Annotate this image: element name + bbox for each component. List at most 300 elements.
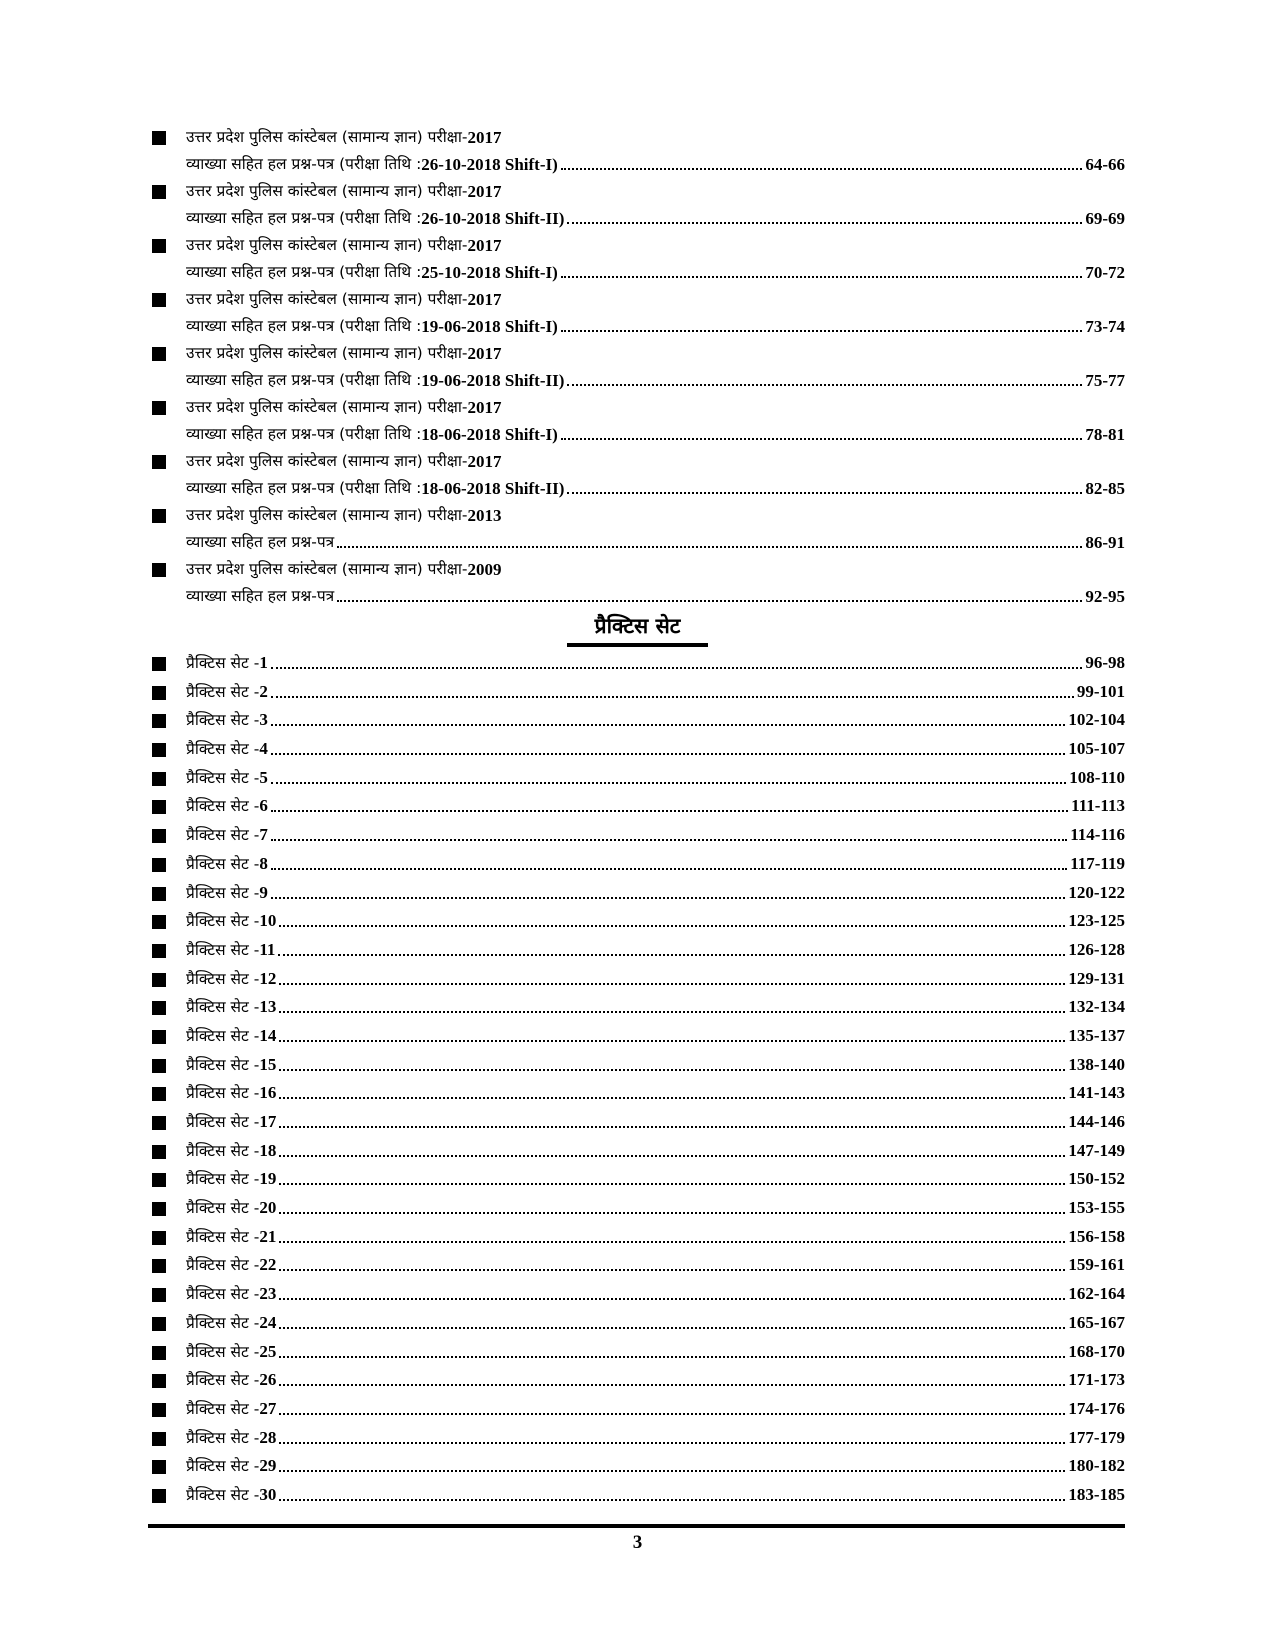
practice-set-entry[interactable] bbox=[150, 1366, 1125, 1395]
practice-set-label: प्रैक्टिस सेट - bbox=[186, 940, 260, 959]
practice-set-line bbox=[186, 764, 1125, 792]
practice-set-pages[interactable]: 105-107 bbox=[1068, 739, 1125, 759]
practice-set-number: 13 bbox=[259, 997, 277, 1017]
entry-subtitle-line bbox=[186, 151, 1125, 178]
square-bullet-icon bbox=[152, 1460, 166, 1474]
entry-pages[interactable]: 70-72 bbox=[1085, 263, 1125, 282]
entry-subtitle-line bbox=[186, 421, 1125, 448]
square-bullet-icon bbox=[152, 1173, 166, 1187]
practice-set-entry[interactable] bbox=[150, 764, 1125, 793]
practice-set-entry[interactable] bbox=[150, 1194, 1125, 1223]
entry-subtitle-line bbox=[186, 475, 1125, 502]
practice-set-label: प्रैक्टिस सेट - bbox=[186, 1485, 260, 1504]
practice-set-number: 11 bbox=[259, 939, 276, 959]
entry-date: 26-10-2018 Shift-I) bbox=[421, 155, 558, 174]
entry-year: 2017 bbox=[467, 290, 502, 309]
practice-set-pages[interactable]: 141-143 bbox=[1068, 1083, 1125, 1103]
toc-entry[interactable] bbox=[150, 178, 1125, 232]
footer-rule bbox=[148, 1524, 1125, 1528]
dot-leader bbox=[279, 1194, 1065, 1222]
entry-year: 2009 bbox=[467, 560, 502, 579]
practice-set-entry[interactable] bbox=[150, 678, 1125, 707]
dot-leader bbox=[279, 1079, 1065, 1107]
practice-set-label: प्रैक्टिस सेट - bbox=[186, 1256, 260, 1275]
practice-set-pages[interactable]: 144-146 bbox=[1068, 1112, 1125, 1131]
square-bullet-icon bbox=[152, 1001, 166, 1015]
entry-subtitle: व्याख्या सहित हल प्रश्न-पत्र (परीक्षा तिथि : bbox=[186, 263, 422, 281]
square-bullet-icon bbox=[152, 1346, 166, 1360]
entry-subtitle: व्याख्या सहित हल प्रश्न-पत्र (परीक्षा तिथि : bbox=[186, 155, 422, 173]
square-bullet-icon bbox=[152, 185, 166, 199]
square-bullet-icon bbox=[152, 1231, 166, 1245]
practice-heading-text: प्रैक्टिस सेट bbox=[567, 612, 709, 647]
practice-set-line bbox=[186, 965, 1125, 993]
entry-title: उत्तर प्रदेश पुलिस कांस्टेबल (सामान्य ज्ञान) परीक्षा- bbox=[186, 236, 468, 254]
practice-set-entry[interactable] bbox=[150, 1051, 1125, 1080]
dot-leader bbox=[279, 1223, 1065, 1251]
practice-set-number: 10 bbox=[259, 911, 277, 931]
practice-set-line bbox=[186, 1022, 1125, 1050]
dot-leader bbox=[271, 706, 1066, 734]
practice-set-line bbox=[186, 792, 1125, 820]
square-bullet-icon bbox=[152, 772, 166, 786]
practice-set-entry[interactable] bbox=[150, 879, 1125, 908]
practice-set-label: प्रैक्टिस सेट - bbox=[186, 1457, 260, 1476]
practice-set-label: प्रैक्टिस सेट - bbox=[186, 854, 260, 873]
practice-set-number: 22 bbox=[259, 1255, 277, 1275]
entry-title-line bbox=[186, 232, 1125, 259]
practice-set-line bbox=[186, 1452, 1125, 1480]
practice-set-pages[interactable]: 111-113 bbox=[1071, 796, 1125, 816]
practice-set-label: प्रैक्टिस सेट - bbox=[186, 1141, 260, 1160]
practice-set-entry[interactable] bbox=[150, 821, 1125, 850]
practice-set-number: 18 bbox=[259, 1140, 277, 1160]
practice-set-pages[interactable]: 138-140 bbox=[1068, 1054, 1125, 1074]
entry-pages[interactable]: 86-91 bbox=[1085, 533, 1125, 552]
square-bullet-icon bbox=[152, 915, 166, 929]
dot-leader bbox=[279, 1481, 1065, 1509]
dot-leader bbox=[561, 151, 1083, 178]
practice-set-label: प्रैक्टिस सेट - bbox=[186, 1026, 260, 1045]
practice-set-line bbox=[186, 1051, 1125, 1079]
practice-set-line bbox=[186, 706, 1125, 734]
dot-leader bbox=[567, 205, 1082, 232]
practice-set-label: प्रैक्टिस सेट - bbox=[186, 768, 260, 787]
toc-entry[interactable] bbox=[150, 448, 1125, 502]
practice-set-entry[interactable] bbox=[150, 1137, 1125, 1166]
practice-set-line bbox=[186, 1338, 1125, 1366]
practice-set-entry[interactable] bbox=[150, 907, 1125, 936]
toc-entry[interactable] bbox=[150, 124, 1125, 178]
practice-set-label: प्रैक्टिस सेट - bbox=[186, 1055, 260, 1074]
practice-set-line bbox=[186, 850, 1125, 878]
square-bullet-icon bbox=[152, 1116, 166, 1130]
entry-subtitle: व्याख्या सहित हल प्रश्न-पत्र (परीक्षा तिथि : bbox=[186, 425, 422, 443]
practice-set-number: 9 bbox=[259, 882, 268, 902]
practice-set-line bbox=[186, 1194, 1125, 1222]
practice-set-pages[interactable]: 129-131 bbox=[1068, 968, 1125, 988]
square-bullet-icon bbox=[152, 347, 166, 361]
entry-subtitle: व्याख्या सहित हल प्रश्न-पत्र bbox=[186, 587, 335, 605]
entry-title-line bbox=[186, 178, 1125, 205]
dot-leader bbox=[271, 735, 1066, 763]
practice-set-number: 25 bbox=[259, 1341, 277, 1361]
practice-set-line bbox=[186, 1137, 1125, 1165]
practice-set-label: प्रैक्टिस सेट - bbox=[186, 711, 260, 730]
entry-pages[interactable]: 78-81 bbox=[1085, 425, 1125, 444]
practice-set-pages[interactable]: 156-158 bbox=[1068, 1226, 1125, 1246]
practice-set-number: 8 bbox=[259, 853, 268, 873]
entry-subtitle-line bbox=[186, 367, 1125, 394]
dot-leader bbox=[561, 313, 1083, 340]
dot-leader bbox=[567, 367, 1082, 394]
practice-set-label: प्रैक्टिस सेट - bbox=[186, 883, 260, 902]
practice-set-line bbox=[186, 1251, 1125, 1279]
practice-set-label: प्रैक्टिस सेट - bbox=[186, 1084, 260, 1103]
dot-leader bbox=[279, 1309, 1065, 1337]
practice-set-number: 24 bbox=[259, 1312, 277, 1332]
entry-year: 2017 bbox=[467, 398, 502, 417]
square-bullet-icon bbox=[152, 401, 166, 415]
practice-set-number: 16 bbox=[259, 1083, 277, 1103]
practice-set-entry[interactable] bbox=[150, 792, 1125, 821]
practice-set-label: प्रैक्टिस सेट - bbox=[186, 1113, 260, 1131]
entry-title: उत्तर प्रदेश पुलिस कांस्टेबल (सामान्य ज्ञान) परीक्षा- bbox=[186, 128, 468, 146]
entry-year: 2017 bbox=[467, 128, 502, 147]
dot-leader bbox=[271, 879, 1066, 907]
practice-set-number: 23 bbox=[259, 1284, 277, 1304]
practice-set-entry[interactable] bbox=[150, 1280, 1125, 1309]
practice-set-number: 3 bbox=[259, 710, 268, 730]
square-bullet-icon bbox=[152, 1317, 166, 1331]
entry-subtitle-line bbox=[186, 583, 1125, 610]
entry-pages[interactable]: 73-74 bbox=[1085, 317, 1125, 336]
dot-leader bbox=[279, 1424, 1065, 1452]
practice-set-label: प्रैक्टिस सेट - bbox=[186, 1170, 260, 1189]
dot-leader bbox=[279, 1137, 1065, 1165]
practice-set-pages[interactable]: 126-128 bbox=[1068, 939, 1125, 959]
practice-set-number: 2 bbox=[259, 681, 268, 701]
practice-set-label: प्रैक्टिस सेट - bbox=[186, 654, 260, 672]
practice-set-pages[interactable]: 132-134 bbox=[1068, 997, 1125, 1017]
practice-set-line bbox=[186, 1366, 1125, 1394]
practice-set-entry[interactable] bbox=[150, 706, 1125, 735]
entry-year: 2017 bbox=[467, 182, 502, 201]
practice-set-number: 20 bbox=[259, 1198, 277, 1218]
dot-leader bbox=[279, 907, 1065, 935]
entry-subtitle: व्याख्या सहित हल प्रश्न-पत्र bbox=[186, 533, 335, 551]
practice-set-line bbox=[186, 1079, 1125, 1107]
square-bullet-icon bbox=[152, 1403, 166, 1417]
practice-set-number: 21 bbox=[259, 1226, 277, 1246]
entry-title-line bbox=[186, 556, 1125, 583]
dot-leader bbox=[279, 1251, 1065, 1279]
practice-set-label: प्रैक्टिस सेट - bbox=[186, 1199, 260, 1218]
practice-set-entry[interactable] bbox=[150, 850, 1125, 879]
entry-title: उत्तर प्रदेश पुलिस कांस्टेबल (सामान्य ज्ञान) परीक्षा- bbox=[186, 560, 468, 578]
entry-date: 19-06-2018 Shift-II) bbox=[421, 371, 565, 390]
dot-leader bbox=[278, 936, 1065, 964]
practice-set-pages[interactable]: 108-110 bbox=[1069, 767, 1125, 787]
dot-leader bbox=[279, 1108, 1065, 1136]
practice-set-entry[interactable] bbox=[150, 1022, 1125, 1051]
toc-entry[interactable] bbox=[150, 556, 1125, 610]
practice-set-pages[interactable]: 114-116 bbox=[1070, 825, 1125, 845]
practice-set-entry[interactable] bbox=[150, 1251, 1125, 1280]
practice-set-label: प्रैक्टिस सेट - bbox=[186, 682, 260, 701]
dot-leader bbox=[279, 1022, 1065, 1050]
practice-set-entry[interactable] bbox=[150, 649, 1125, 678]
entry-title: उत्तर प्रदेश पुलिस कांस्टेबल (सामान्य ज्ञान) परीक्षा- bbox=[186, 290, 468, 308]
entry-title: उत्तर प्रदेश पुलिस कांस्टेबल (सामान्य ज्ञान) परीक्षा- bbox=[186, 398, 468, 416]
dot-leader bbox=[279, 1366, 1065, 1394]
practice-set-entry[interactable] bbox=[150, 1424, 1125, 1453]
entry-subtitle-line bbox=[186, 205, 1125, 232]
practice-set-pages[interactable]: 135-137 bbox=[1068, 1025, 1125, 1045]
entry-pages[interactable]: 69-69 bbox=[1085, 209, 1125, 228]
practice-set-label: प्रैक्टिस सेट - bbox=[186, 969, 260, 988]
practice-set-line bbox=[186, 936, 1125, 964]
practice-set-entry[interactable] bbox=[150, 1338, 1125, 1367]
practice-set-number: 29 bbox=[259, 1456, 277, 1476]
square-bullet-icon bbox=[152, 1030, 166, 1044]
practice-set-line bbox=[186, 678, 1125, 706]
practice-sets-list bbox=[150, 649, 1125, 1510]
square-bullet-icon bbox=[152, 1432, 166, 1446]
page-number: 3 bbox=[632, 1532, 643, 1553]
practice-set-entry[interactable] bbox=[150, 936, 1125, 965]
entry-title-line bbox=[186, 394, 1125, 421]
square-bullet-icon bbox=[152, 686, 166, 700]
dot-leader bbox=[279, 1165, 1065, 1193]
dot-leader bbox=[279, 965, 1065, 993]
practice-set-number: 28 bbox=[259, 1427, 277, 1447]
entry-subtitle: व्याख्या सहित हल प्रश्न-पत्र (परीक्षा तिथि : bbox=[186, 209, 422, 227]
practice-set-entry[interactable] bbox=[150, 735, 1125, 764]
practice-set-pages[interactable]: 174-176 bbox=[1068, 1398, 1125, 1418]
exam-papers-list bbox=[150, 124, 1125, 610]
toc-entry[interactable] bbox=[150, 502, 1125, 556]
practice-set-number: 26 bbox=[259, 1370, 277, 1390]
square-bullet-icon bbox=[152, 563, 166, 577]
practice-set-pages[interactable]: 159-161 bbox=[1068, 1255, 1125, 1275]
dot-leader bbox=[271, 821, 1067, 849]
practice-set-entry[interactable] bbox=[150, 1165, 1125, 1194]
practice-set-line bbox=[186, 1424, 1125, 1452]
practice-set-entry[interactable] bbox=[150, 1395, 1125, 1424]
entry-title-line bbox=[186, 124, 1125, 151]
practice-set-entry[interactable] bbox=[150, 1223, 1125, 1252]
toc-entry[interactable] bbox=[150, 286, 1125, 340]
practice-set-line bbox=[186, 1165, 1125, 1193]
practice-set-number: 30 bbox=[259, 1484, 277, 1504]
dot-leader bbox=[271, 792, 1068, 820]
practice-set-line bbox=[186, 821, 1125, 849]
entry-subtitle-line bbox=[186, 259, 1125, 286]
square-bullet-icon bbox=[152, 1059, 166, 1073]
square-bullet-icon bbox=[152, 829, 166, 843]
square-bullet-icon bbox=[152, 1374, 166, 1388]
entry-subtitle: व्याख्या सहित हल प्रश्न-पत्र (परीक्षा तिथि : bbox=[186, 317, 422, 335]
dot-leader bbox=[279, 1395, 1065, 1423]
practice-set-number: 12 bbox=[259, 968, 277, 988]
dot-leader bbox=[271, 678, 1074, 706]
entry-date: 26-10-2018 Shift-II) bbox=[421, 209, 565, 228]
practice-set-pages[interactable]: 150-152 bbox=[1068, 1169, 1125, 1189]
practice-set-label: प्रैक्टिस सेट - bbox=[186, 912, 260, 931]
practice-set-line bbox=[186, 993, 1125, 1021]
practice-set-number: 14 bbox=[259, 1025, 277, 1045]
practice-set-pages[interactable]: 120-122 bbox=[1068, 882, 1125, 902]
entry-date: 25-10-2018 Shift-I) bbox=[421, 263, 558, 282]
practice-set-number: 1 bbox=[259, 653, 268, 672]
square-bullet-icon bbox=[152, 887, 166, 901]
square-bullet-icon bbox=[152, 1489, 166, 1503]
practice-set-entry[interactable] bbox=[150, 1481, 1125, 1510]
dot-leader bbox=[567, 475, 1082, 502]
square-bullet-icon bbox=[152, 1087, 166, 1101]
entry-date: 19-06-2018 Shift-I) bbox=[421, 317, 558, 336]
square-bullet-icon bbox=[152, 1259, 166, 1273]
square-bullet-icon bbox=[152, 1145, 166, 1159]
square-bullet-icon bbox=[152, 509, 166, 523]
practice-set-number: 19 bbox=[259, 1169, 277, 1189]
practice-set-pages[interactable]: 183-185 bbox=[1068, 1484, 1125, 1504]
practice-set-label: प्रैक्टिस सेट - bbox=[186, 1428, 260, 1447]
practice-set-line bbox=[186, 735, 1125, 763]
square-bullet-icon bbox=[152, 1288, 166, 1302]
dot-leader bbox=[271, 764, 1066, 792]
practice-set-entry[interactable] bbox=[150, 1079, 1125, 1108]
practice-set-line bbox=[186, 649, 1125, 677]
dot-leader bbox=[279, 1452, 1065, 1480]
dot-leader bbox=[279, 1051, 1065, 1079]
practice-set-pages[interactable]: 177-179 bbox=[1068, 1427, 1125, 1447]
entry-pages[interactable]: 82-85 bbox=[1085, 479, 1125, 498]
dot-leader bbox=[337, 529, 1082, 556]
practice-set-entry[interactable] bbox=[150, 1309, 1125, 1338]
practice-set-pages[interactable]: 102-104 bbox=[1068, 710, 1125, 730]
entry-pages[interactable]: 75-77 bbox=[1085, 371, 1125, 390]
practice-set-number: 15 bbox=[259, 1054, 277, 1074]
dot-leader bbox=[337, 583, 1082, 610]
square-bullet-icon bbox=[152, 1202, 166, 1216]
dot-leader bbox=[271, 649, 1083, 677]
practice-set-label: प्रैक्टिस सेट - bbox=[186, 998, 260, 1017]
square-bullet-icon bbox=[152, 455, 166, 469]
practice-set-entry[interactable] bbox=[150, 1452, 1125, 1481]
square-bullet-icon bbox=[152, 858, 166, 872]
square-bullet-icon bbox=[152, 973, 166, 987]
practice-set-number: 27 bbox=[259, 1398, 277, 1418]
dot-leader bbox=[279, 1338, 1065, 1366]
dot-leader bbox=[279, 993, 1065, 1021]
entry-date: 18-06-2018 Shift-I) bbox=[421, 425, 558, 444]
practice-set-number: 7 bbox=[259, 825, 268, 845]
entry-title: उत्तर प्रदेश पुलिस कांस्टेबल (सामान्य ज्ञान) परीक्षा- bbox=[186, 506, 468, 524]
entry-subtitle-line bbox=[186, 529, 1125, 556]
entry-subtitle-line bbox=[186, 313, 1125, 340]
practice-set-pages[interactable]: 147-149 bbox=[1068, 1140, 1125, 1160]
practice-set-line bbox=[186, 1481, 1125, 1509]
dot-leader bbox=[271, 850, 1067, 878]
practice-set-number: 5 bbox=[259, 767, 268, 787]
entry-year: 2017 bbox=[467, 452, 502, 471]
practice-set-pages[interactable]: 168-170 bbox=[1068, 1341, 1125, 1361]
entry-subtitle: व्याख्या सहित हल प्रश्न-पत्र (परीक्षा तिथि : bbox=[186, 371, 422, 389]
entry-title: उत्तर प्रदेश पुलिस कांस्टेबल (सामान्य ज्ञान) परीक्षा- bbox=[186, 344, 468, 362]
practice-set-label: प्रैक्टिस सेट - bbox=[186, 1342, 260, 1361]
toc-entry[interactable] bbox=[150, 394, 1125, 448]
practice-set-label: प्रैक्टिस सेट - bbox=[186, 826, 260, 845]
practice-set-pages[interactable]: 180-182 bbox=[1068, 1456, 1125, 1476]
practice-set-label: प्रैक्टिस सेट - bbox=[186, 1399, 260, 1418]
practice-set-line bbox=[186, 1309, 1125, 1337]
dot-leader bbox=[561, 259, 1083, 286]
square-bullet-icon bbox=[152, 293, 166, 307]
entry-pages[interactable]: 92-95 bbox=[1085, 587, 1125, 606]
practice-set-label: प्रैक्टिस सेट - bbox=[186, 1285, 260, 1304]
practice-set-label: प्रैक्टिस सेट - bbox=[186, 1371, 260, 1390]
entry-pages[interactable]: 64-66 bbox=[1085, 155, 1125, 174]
square-bullet-icon bbox=[152, 944, 166, 958]
entry-year: 2013 bbox=[467, 506, 502, 525]
practice-set-line bbox=[186, 1223, 1125, 1251]
entry-title-line bbox=[186, 502, 1125, 529]
practice-set-pages[interactable]: 165-167 bbox=[1068, 1312, 1125, 1332]
entry-subtitle: व्याख्या सहित हल प्रश्न-पत्र (परीक्षा तिथि : bbox=[186, 479, 422, 497]
practice-set-number: 4 bbox=[259, 739, 268, 759]
practice-set-entry[interactable] bbox=[150, 993, 1125, 1022]
practice-set-pages[interactable]: 171-173 bbox=[1068, 1370, 1125, 1390]
dot-leader bbox=[279, 1280, 1065, 1308]
practice-set-line bbox=[186, 907, 1125, 935]
practice-set-entry[interactable] bbox=[150, 1108, 1125, 1137]
practice-set-label: प्रैक्टिस सेट - bbox=[186, 740, 260, 759]
square-bullet-icon bbox=[152, 800, 166, 814]
square-bullet-icon bbox=[152, 743, 166, 757]
toc-entry[interactable] bbox=[150, 340, 1125, 394]
practice-set-label: प्रैक्टिस सेट - bbox=[186, 797, 260, 816]
entry-title-line bbox=[186, 340, 1125, 367]
practice-set-entry[interactable] bbox=[150, 965, 1125, 994]
practice-set-line bbox=[186, 879, 1125, 907]
entry-date: 18-06-2018 Shift-II) bbox=[421, 479, 565, 498]
practice-set-line bbox=[186, 1395, 1125, 1423]
square-bullet-icon bbox=[152, 714, 166, 728]
practice-set-label: प्रैक्टिस सेट - bbox=[186, 1313, 260, 1332]
entry-year: 2017 bbox=[467, 344, 502, 363]
practice-set-label: प्रैक्टिस सेट - bbox=[186, 1227, 260, 1246]
practice-set-pages[interactable]: 123-125 bbox=[1068, 911, 1125, 931]
practice-set-number: 6 bbox=[259, 796, 268, 816]
practice-set-pages[interactable]: 117-119 bbox=[1070, 853, 1125, 873]
dot-leader bbox=[561, 421, 1083, 448]
practice-set-pages[interactable]: 96-98 bbox=[1085, 653, 1125, 672]
toc-entry[interactable] bbox=[150, 232, 1125, 286]
entry-title: उत्तर प्रदेश पुलिस कांस्टेबल (सामान्य ज्ञान) परीक्षा- bbox=[186, 452, 468, 470]
practice-set-pages[interactable]: 99-101 bbox=[1076, 681, 1125, 701]
entry-title-line bbox=[186, 286, 1125, 313]
practice-set-line bbox=[186, 1108, 1125, 1136]
square-bullet-icon bbox=[152, 657, 166, 671]
entry-title: उत्तर प्रदेश पुलिस कांस्टेबल (सामान्य ज्ञान) परीक्षा- bbox=[186, 182, 468, 200]
practice-set-pages[interactable]: 162-164 bbox=[1068, 1284, 1125, 1304]
practice-set-pages[interactable]: 153-155 bbox=[1068, 1198, 1125, 1218]
square-bullet-icon bbox=[152, 239, 166, 253]
entry-title-line bbox=[186, 448, 1125, 475]
practice-sets-heading bbox=[0, 612, 1275, 647]
